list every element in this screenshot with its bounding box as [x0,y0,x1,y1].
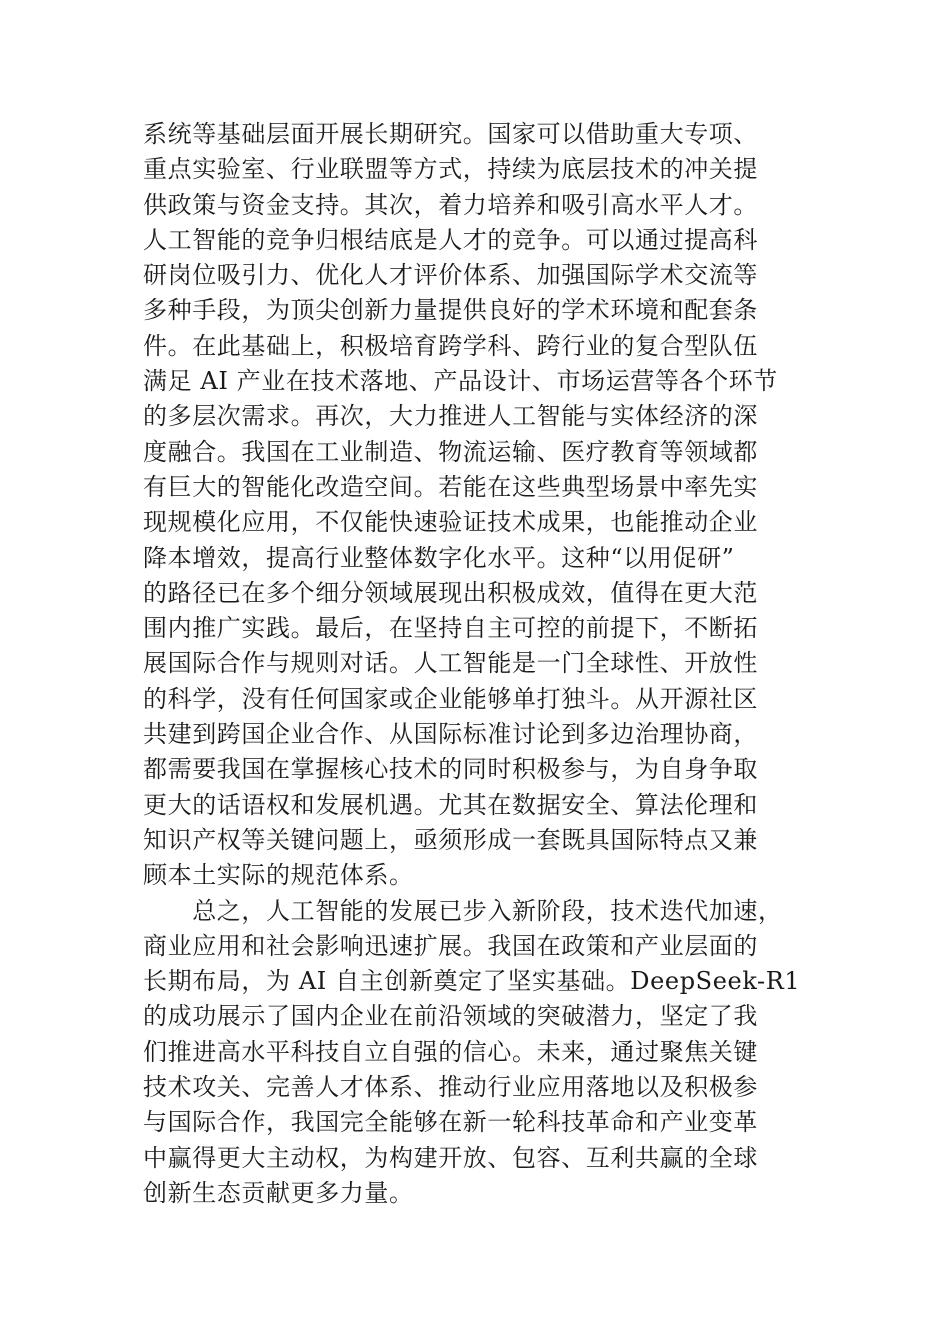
text-line: 中赢得更大主动权，为构建开放、包容、互利共赢的全球 [143,1143,758,1172]
text-line: 人工智能的竞争归根结底是人才的竞争。可以通过提高科 [143,225,758,254]
text-line: 创新生态贡献更多力量。 [143,1178,414,1207]
text-line: 围内推广实践。最后，在坚持自主可控的前提下，不断拓 [143,614,758,643]
text-line: 商业应用和社会影响迅速扩展。我国在政策和产业层面的 [143,931,758,960]
paragraph-1 [143,117,811,894]
text-line: 有巨大的智能化改造空间。若能在这些典型场景中率先实 [143,472,758,501]
text-line: 总之，人工智能的发展已步入新阶段，技术迭代加速， [143,896,783,925]
text-line: 知识产权等关键问题上，亟须形成一套既具国际特点又兼 [143,825,758,854]
paragraph-2 [143,894,811,1212]
text-line: 系统等基础层面开展长期研究。国家可以借助重大专项、 [143,120,758,148]
text-line: 满足 AI 产业在技术落地、产品设计、市场运营等各个环节 [143,367,778,396]
text-line: 技术攻关、完善人才体系、推动行业应用落地以及积极参 [143,1073,758,1102]
text-line: 展国际合作与规则对话。人工智能是一门全球性、开放性 [143,649,758,678]
text-line: 的成功展示了国内企业在前沿领域的突破潜力，坚定了我 [143,1002,758,1031]
text-line: 长期布局，为 AI 自主创新奠定了坚实基础。DeepSeek-R1 [143,967,801,996]
text-line: 更大的话语权和发展机遇。尤其在数据安全、算法伦理和 [143,790,758,819]
body-text [143,117,811,1211]
text-line: 们推进高水平科技自立自强的信心。未来，通过聚焦关键 [143,1037,758,1066]
text-line: 重点实验室、行业联盟等方式，持续为底层技术的冲关提 [143,155,758,184]
text-line: 的路径已在多个细分领域展现出积极成效，值得在更大范 [143,578,758,607]
text-line: 的多层次需求。再次，大力推进人工智能与实体经济的深 [143,402,758,431]
text-line: 多种手段，为顶尖创新力量提供良好的学术环境和配套条 [143,296,758,325]
text-line: 供政策与资金支持。其次，着力培养和吸引高水平人才。 [143,190,758,219]
text-line: 与国际合作，我国完全能够在新一轮科技革命和产业变革 [143,1108,758,1137]
text-line: 降本增效，提高行业整体数字化水平。这种“以用促研” [143,543,735,572]
text-line: 现规模化应用，不仅能快速验证技术成果，也能推动企业 [143,508,758,537]
text-line: 顾本土实际的规范体系。 [143,861,414,890]
text-line: 共建到跨国企业合作、从国际标准讨论到多边治理协商， [143,720,758,749]
text-line: 的科学，没有任何国家或企业能够单打独斗。从开源社区 [143,684,758,713]
text-line: 度融合。我国在工业制造、物流运输、医疗教育等领域都 [143,437,758,466]
text-line: 研岗位吸引力、优化人才评价体系、加强国际学术交流等 [143,261,758,290]
text-line: 件。在此基础上，积极培育跨学科、跨行业的复合型队伍 [143,331,758,360]
text-line: 都需要我国在掌握核心技术的同时积极参与，为自身争取 [143,755,758,784]
